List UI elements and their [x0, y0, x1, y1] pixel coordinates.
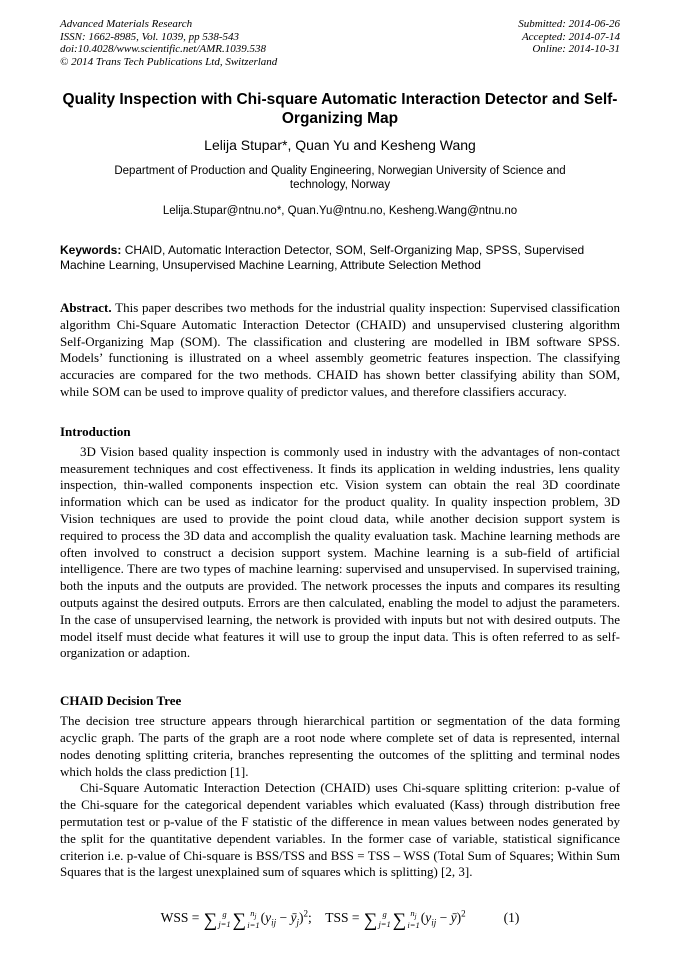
chaid-paragraph-1: The decision tree structure appears through hierarchical partition or segmentation of the data forming acyclic graph. The parts of the graph are a root node where complete set of data is represented, internal nodes denoting splitting criteria, branches representing the outcomes of the splitting and terminal nodes which holds the class prediction [1].: [60, 713, 620, 779]
keywords-text: CHAID, Automatic Interaction Detector, SOM, Self-Organizing Map, SPSS, Supervised Machine Learning, Unsupervised Machine Learning, Attribute Selection Method: [60, 243, 585, 272]
summation-symbol: ∑ $n_j$ i=1: [392, 908, 420, 931]
equation-body: WSS = ∑ g j=1 ∑ $n_j$ i=1 ($y_{ij}$ − $ȳ_j)^2$; TSS = ∑ g j=1 ∑ $n_j$ i=1 ($y_{ij}$ − ȳ)$^2$: [160, 908, 466, 931]
authors-line: Lelija Stupar*, Quan Yu and Kesheng Wang: [204, 137, 476, 153]
journal-copyright: © 2014 Trans Tech Publications Ltd, Switzerland: [60, 55, 278, 68]
equation-1: [60, 908, 620, 931]
summation-symbol: ∑ g j=1: [203, 909, 231, 931]
submission-dates: [518, 18, 620, 68]
journal-info: [60, 18, 277, 68]
affiliation-line: Department of Production and Quality Engineering, Norwegian University of Science and technology, Norway: [114, 165, 566, 191]
abstract-paragraph: [60, 300, 620, 401]
equation-number: (1): [503, 909, 520, 925]
section-heading-chaid-decision-tree: CHAID Decision Tree: [60, 693, 182, 709]
summation-symbol: ∑ $n_j$ i=1: [232, 908, 260, 931]
online-date: Online: 2014-10-31: [532, 43, 620, 55]
journal-doi: doi:10.4028/www.scientific.net/AMR.1039.538: [60, 43, 267, 55]
abstract-text: This paper describes two methods for the industrial quality inspection: Supervised classification algorithm Chi-Square Automatic Interaction Detector (CHAID) and unsupervised clustering algorithm Self-Organizing Map (SOM). The classification and clustering are modelled in IBM software SPSS. Models’ functioning is illustrated on a wheel assembly geometric features inspection. The classifying accuracies are compared for the two methods. CHAID has shown better classifying ability than SOM, while SOM can be used to improve quality of predictor values, and therefore classifiers accuracy.: [60, 300, 620, 399]
introduction-paragraph: 3D Vision based quality inspection is commonly used in industry with the advantages of non-contact measurement techniques and cost effectiveness. It finds its application in welding industries, lens quality inspection, thin-walled components inspection etc. Vision system can obtain the real 3D coordinate information which can be used as indicator for the product quality. In quality inspection problem, 3D Vision techniques are used to provide the point cloud data, while another decision support system is required to process the 3D data and accomplish the quality evaluation task. Machine learning methods are often involved to construct a decision support system. Machine learning is a sub-field of artificial intelligence. There are two types of machine learning: supervised and unsupervised. In supervised training, both the inputs and the outputs are provided. The network processes the inputs and compares its resulting outputs against the desired outputs. Errors are then calculated, enabling the model to adjust the parameters. In the case of unsupervised learning, the network is provided with inputs but not with desired outputs. The model itself must decide what features it will use to group the input data. This is often referred to as self-organization or adaption.: [60, 443, 620, 661]
submitted-date: Submitted: 2014-06-26: [518, 18, 620, 30]
accepted-date: Accepted: 2014-07-14: [521, 30, 620, 43]
journal-issn-volume: ISSN: 1662-8985, Vol. 1039, pp 538-543: [60, 30, 240, 43]
journal-name: Advanced Materials Research: [60, 18, 193, 30]
chaid-paragraph-2: Chi-Square Automatic Interaction Detection (CHAID) uses Chi-square splitting criterion: p-value of the Chi-square for the categorical dependent variables which evaluated (Kass) through distribution free permutation test or p-value of the F statistic of the difference in mean values between nodes generated by the split for the quantitative dependent variables. In the former case of variable, statistical significance criterion i.e. p-value of Chi-square is BSS/TSS and BSS = TSS – WSS (Total Sum of Squares; Within Sum Squares that is the largest unexplained sum of squares which is splitting) [2, 3].: [60, 780, 620, 880]
abstract-label: Abstract.: [60, 300, 112, 315]
keywords-label: Keywords:: [60, 243, 122, 257]
paper-title: Quality Inspection with Chi-square Automatic Interaction Detector and Self-Organizing Map: [62, 91, 618, 127]
keywords-paragraph: [60, 243, 620, 273]
section-heading-introduction: Introduction: [60, 423, 131, 439]
emails-line: Lelija.Stupar@ntnu.no*, Quan.Yu@ntnu.no, Kesheng.Wang@ntnu.no: [162, 205, 518, 217]
journal-header: [60, 18, 620, 68]
summation-symbol: ∑ g j=1: [363, 909, 391, 931]
